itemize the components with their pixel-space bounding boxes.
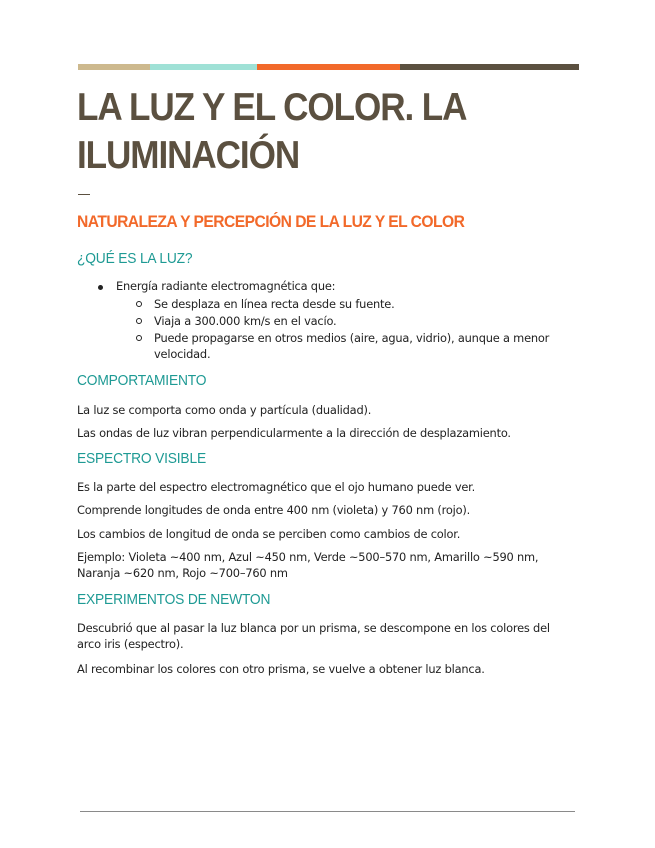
title-underline xyxy=(78,194,90,195)
paragraph: Comprende longitudes de onda entre 400 nm (violeta) y 760 nm (rojo). xyxy=(77,503,471,517)
paragraph: Ejemplo: Violeta ~400 nm, Azul ~450 nm, Verde ~500–570 nm, Amarillo ~590 nm, Naranja ~620 nm, Rojo ~700–760 nm xyxy=(77,550,539,580)
list-item-text: Energía radiante electromagnética que: xyxy=(116,279,336,293)
bullet-icon xyxy=(98,285,103,290)
subheading-que-es-la-luz: ¿QUÉ ES LA LUZ? xyxy=(77,250,193,267)
color-bar-segment-aqua xyxy=(150,64,257,70)
sub-list-item-text: Se desplaza en línea recta desde su fuente. xyxy=(154,297,395,311)
paragraph: Al recombinar los colores con otro prisma, se vuelve a obtener luz blanca. xyxy=(77,662,485,676)
paragraph: La luz se comporta como onda y partícula (dualidad). xyxy=(77,403,372,417)
paragraph: Las ondas de luz vibran perpendicularmente a la dirección de desplazamiento. xyxy=(77,426,511,440)
color-bar-segment-brown xyxy=(400,64,579,70)
section-heading: NATURALEZA Y PERCEPCIÓN DE LA LUZ Y EL COLOR xyxy=(77,212,465,231)
paragraph: Descubrió que al pasar la luz blanca por un prisma, se descompone en los colores del arco iris (espectro). xyxy=(77,621,550,651)
color-bar-segment-orange xyxy=(257,64,400,70)
sub-list-item-text: Puede propagarse en otros medios (aire, agua, vidrio), aunque a menor velocidad. xyxy=(154,331,550,361)
color-bar-segment-tan xyxy=(78,64,150,70)
hollow-bullet-icon xyxy=(136,318,142,324)
decorative-color-bar xyxy=(78,64,579,70)
document-title: LA LUZ Y EL COLOR. LA ILUMINACIÓN xyxy=(77,86,466,177)
footer-divider xyxy=(80,811,575,812)
subheading-comportamiento: COMPORTAMIENTO xyxy=(77,372,207,389)
subheading-espectro-visible: ESPECTRO VISIBLE xyxy=(77,450,206,467)
subheading-experimentos-newton: EXPERIMENTOS DE NEWTON xyxy=(77,591,271,608)
sub-list-item-text: Viaja a 300.000 km/s en el vacío. xyxy=(154,314,337,328)
paragraph: Es la parte del espectro electromagnético que el ojo humano puede ver. xyxy=(77,480,476,494)
hollow-bullet-icon xyxy=(136,301,142,307)
paragraph: Los cambios de longitud de onda se perciben como cambios de color. xyxy=(77,527,461,541)
hollow-bullet-icon xyxy=(136,335,142,341)
